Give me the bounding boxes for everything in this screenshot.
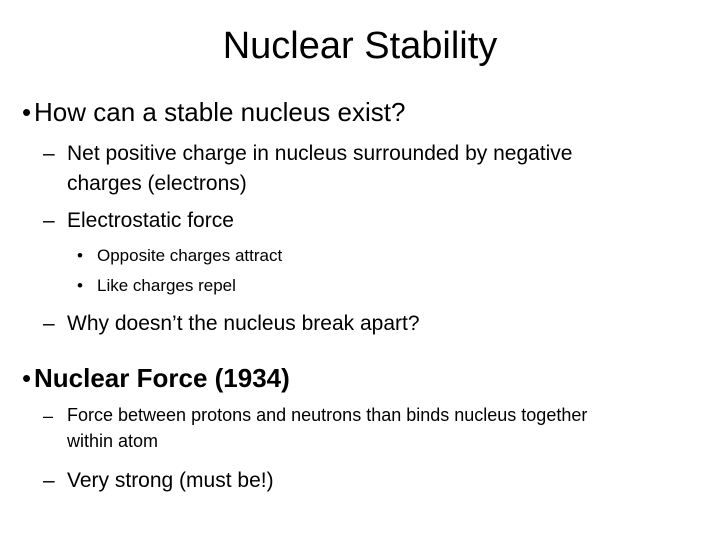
sub-item-very-strong <box>43 467 703 494</box>
dash-icon: – <box>43 469 55 492</box>
dash-icon: – <box>43 142 55 165</box>
sub-sub-item-opposite-charges <box>77 245 697 267</box>
dash-icon: – <box>43 209 55 232</box>
bullet-icon: • <box>77 276 83 295</box>
sub-item-text: Why doesn’t the nucleus break apart? <box>67 312 420 335</box>
sub-item-text: Electrostatic force <box>67 209 234 232</box>
sub-item-break-apart <box>43 310 703 337</box>
bullet-item-stable-nucleus <box>22 96 702 128</box>
sub-sub-item-text: Opposite charges attract <box>97 246 283 265</box>
bullet-icon: • <box>77 246 83 265</box>
sub-item-line-1: Net positive charge in nucleus surrounded by negative <box>67 142 573 165</box>
bullet-text: Nuclear Force (1934) <box>34 363 290 393</box>
dash-icon: – <box>43 312 55 335</box>
sub-item-net-positive-charge <box>43 140 703 194</box>
bullet-text: How can a stable nucleus exist? <box>34 97 406 127</box>
sub-item-line-2: within atom <box>67 431 159 451</box>
dash-icon: – <box>43 406 54 426</box>
bullet-item-nuclear-force <box>22 362 702 394</box>
sub-item-force-between <box>43 403 711 457</box>
sub-sub-item-like-charges <box>77 275 697 297</box>
sub-sub-item-text: Like charges repel <box>97 276 236 295</box>
bullet-icon: • <box>22 363 32 393</box>
sub-item-electrostatic-force <box>43 207 703 234</box>
bullet-icon: • <box>22 97 32 127</box>
slide-title: Nuclear Stability <box>222 25 498 67</box>
sub-item-line-2: charges (electrons) <box>67 172 247 195</box>
sub-item-text: Very strong (must be!) <box>67 469 274 492</box>
sub-item-line-1: Force between protons and neutrons than binds nucleus together <box>67 405 588 425</box>
